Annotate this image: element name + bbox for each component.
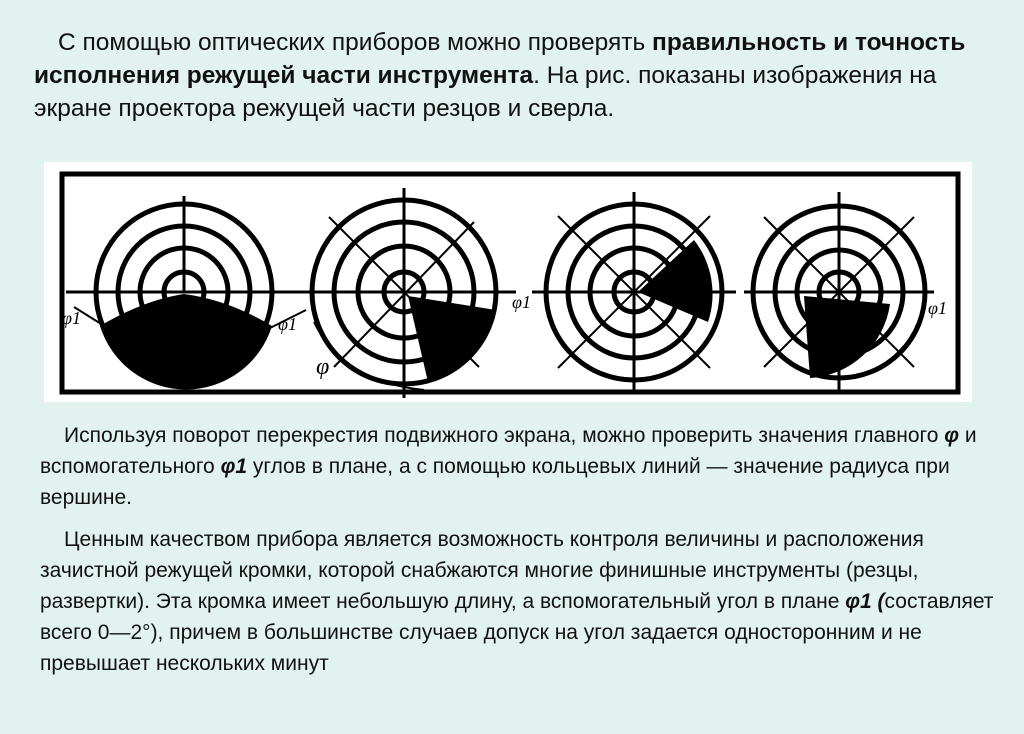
screen-image-3 bbox=[512, 192, 736, 394]
intro-bold-text: правильность и точность исполнения режущей части инструмента bbox=[34, 29, 966, 89]
screen-image-2 bbox=[302, 188, 516, 398]
paragraph-crosshair bbox=[40, 420, 990, 513]
phi1-symbol: φ1 bbox=[220, 455, 248, 478]
projector-images-svg bbox=[44, 162, 972, 402]
phi-label: φ bbox=[316, 354, 330, 380]
p2-text-1: Используя поворот перекрестия подвижного экрана, можно проверить значения главного bbox=[64, 424, 945, 447]
phi1-label-4: φ1 bbox=[928, 298, 947, 318]
p2-text-3: углов в плане, а с помощью кольцевых линий — значение радиуса при вершине. bbox=[40, 455, 950, 509]
screen-image-1 bbox=[62, 196, 306, 389]
screen-image-4 bbox=[744, 192, 947, 394]
intro-text-1: С помощью оптических приборов можно проверять bbox=[58, 29, 653, 56]
p3-text-2: составляет всего 0—2°), причем в большинстве случаев допуск на угол задается односторонним и не превышает нескольких минут bbox=[40, 590, 994, 675]
phi-symbol: φ bbox=[944, 424, 960, 447]
intro-paragraph bbox=[34, 26, 994, 125]
phi1-symbol-2: φ1 ( bbox=[845, 590, 885, 613]
intro-text-2: . На рис. показаны изображения на экране проектора режущей части резцов и сверла. bbox=[34, 62, 937, 122]
paragraph-quality bbox=[40, 524, 1000, 679]
p2-text-2: и вспомогательного bbox=[40, 424, 977, 478]
phi1-label-3: φ1 bbox=[512, 292, 531, 312]
p3-text-1: Ценным качеством прибора является возможность контроля величины и расположения зачистной режущей кромки, которой снабжаются многие финишные инструменты (резцы, развертки). Эта кромка имеет небольшую длину, а вспомогательный угол в плане bbox=[40, 528, 924, 613]
phi1-label-1: φ1 bbox=[62, 308, 81, 328]
projector-screen-figure bbox=[44, 162, 972, 402]
phi1-label-2: φ1 bbox=[278, 314, 297, 334]
